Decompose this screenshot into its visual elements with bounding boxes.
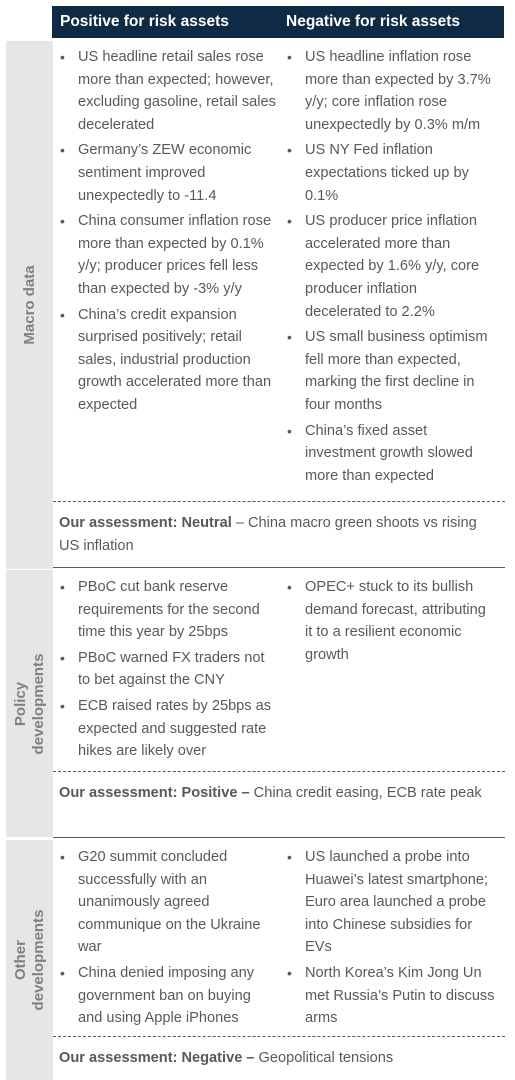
policy-positive-column [58, 576, 278, 766]
policy-assessment [59, 782, 499, 805]
list-item: • Germany’s ZEW economic sentiment improved unexpectedly to -11.4 [58, 139, 278, 207]
list-item: • US small business optimism fell more than expected, marking the first decline in four months [285, 326, 497, 416]
policy-negative-column [285, 576, 497, 669]
list-item: • North Korea’s Kim Jong Un met Russia’s Putin to discuss arms [285, 962, 497, 1030]
policy-top-line [53, 567, 505, 568]
macro-assessment-label: Our assessment: Neutral [59, 515, 232, 531]
list-item: • US NY Fed inflation expectations ticked up by 0.1% [285, 139, 497, 207]
list-item: • China denied imposing any government ban on buying and using Apple iPhones [58, 962, 278, 1030]
macro-negative-column [285, 46, 497, 490]
policy-label-line1: Policy [11, 681, 29, 726]
list-item: • China consumer inflation rose more than expected by 0.1% y/y; producer prices fell less than expected by -3% y/y [58, 210, 278, 300]
other-label-line1: Other [11, 940, 29, 981]
other-negative-column [285, 846, 497, 1033]
other-divider [53, 1036, 505, 1037]
other-assessment [59, 1047, 499, 1070]
list-item: • US producer price inflation accelerated more than expected by 1.6% y/y, core producer inflation decelerated to 2.2% [285, 210, 497, 323]
list-item: • PBoC cut bank reserve requirements for the second time this year by 25bps [58, 576, 278, 644]
other-assessment-label: Our assessment: Negative – [59, 1050, 255, 1066]
macro-side-label-cell [6, 41, 53, 569]
list-item: • OPEC+ stuck to its bullish demand forecast, attributing it to a resilient economic growth [285, 576, 497, 666]
other-side-label-cell [6, 840, 53, 1080]
other-section-label [12, 910, 48, 1011]
other-label-line2: developments [29, 909, 47, 1011]
negative-column-header: Negative for risk assets [286, 13, 461, 30]
positive-column-header: Positive for risk assets [60, 13, 229, 30]
policy-assessment-label: Our assessment: Positive – [59, 785, 250, 801]
other-top-line [53, 837, 505, 838]
list-item: • G20 summit concluded successfully with an unanimously agreed communique on the Ukraine war [58, 846, 278, 959]
policy-section-label [12, 653, 48, 754]
other-positive-column [58, 846, 278, 1033]
macro-assessment [59, 512, 499, 557]
list-item: • US headline retail sales rose more than expected; however, excluding gasoline, retail sales decelerated [58, 46, 278, 136]
list-item: • China’s credit expansion surprised positively; retail sales, industrial production growth accelerated more than expected [58, 304, 278, 417]
macro-assessment-text: – China macro green shoots vs rising US inflation [59, 515, 477, 554]
list-item: • ECB raised rates by 25bps as expected and suggested rate hikes are likely over [58, 695, 278, 763]
policy-side-label-cell [6, 570, 53, 837]
policy-assessment-text: China credit easing, ECB rate peak [249, 785, 482, 801]
table-header [52, 6, 504, 38]
macro-positive-column [58, 46, 278, 420]
macro-divider [53, 501, 505, 502]
policy-divider [53, 771, 505, 772]
list-item: • US launched a probe into Huawei’s latest smartphone; Euro area launched a probe into Chinese subsidies for EVs [285, 846, 497, 959]
macro-section-label: Macro data [20, 265, 38, 345]
policy-label-line2: developments [29, 653, 47, 754]
list-item: • PBoC warned FX traders not to bet against the CNY [58, 647, 278, 692]
list-item: • China’s fixed asset investment growth slowed more than expected [285, 420, 497, 488]
other-assessment-text: Geopolitical tensions [254, 1050, 394, 1066]
list-item: • US headline inflation rose more than expected by 3.7% y/y; core inflation rose unexpectedly by 0.3% m/m [285, 46, 497, 136]
